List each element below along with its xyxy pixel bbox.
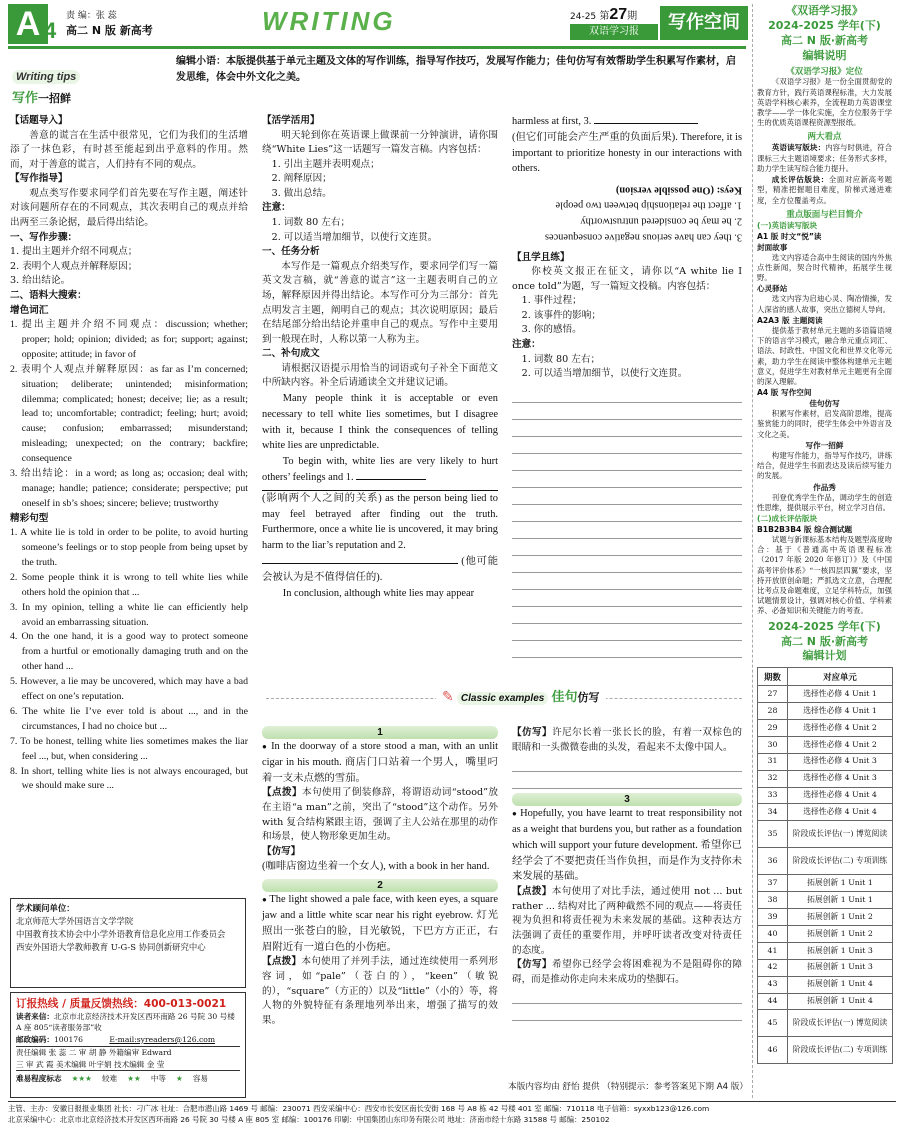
example-2-note: 本句使用了并列手法，通过连续使用一系列形容词，如“pale”（苍白的），“keen”（敏锐的），“square”（方正的）以及“little”（小的）等，将人物的外貌特征有条理地列举出来，增强了描写的效果。 [262, 956, 498, 1026]
sentence-pattern: 6. The white lie I’ve ever told is about ..., and in the circumstances, I had no choice but ... [10, 705, 248, 732]
step-item: 3. 给出结论。 [10, 275, 71, 287]
plan-row [758, 804, 893, 821]
plan-issue: 28 [758, 703, 788, 720]
header-rule [8, 46, 746, 49]
try-note-heading: 注意： [512, 338, 541, 350]
plan-issue: 32 [758, 770, 788, 787]
plan-unit: 选择性必修 4 Unit 2 [788, 720, 893, 737]
classic-column-right [512, 726, 742, 1021]
plan-issue: 46 [758, 1037, 788, 1064]
essay-paragraph-3: In conclusion, although white lies may appear [282, 587, 475, 599]
paper-name: 双语学习报 [570, 24, 658, 40]
task-text: 明天轮到你在英语课上做课前一分钟演讲，请你围绕“White Lies”这一话题写一篇发言稿。内容包括： [262, 129, 498, 156]
difficulty-label: 难易程度标志 [16, 1073, 62, 1083]
plan-unit: 阶段成长评估(一) 博览阅读 [788, 821, 893, 848]
a4-heading-3: 作品秀 [813, 482, 836, 492]
difficulty-hard-icon: ★★★ [71, 1073, 92, 1083]
intro-text: 善意的谎言在生活中很常见，它们为我们的生活增添了一抹色彩，有时甚至能起到出乎意料的作用。然而，对于善意的谎言，人们持有不同的观点。 [10, 129, 248, 170]
practice-line[interactable] [512, 1004, 742, 1021]
classic-examples-banner [266, 686, 742, 712]
plan-unit: 拓展创新 1 Unit 1 [788, 875, 893, 892]
sidebar-title-3: 高二 N 版·新高考 [780, 33, 869, 47]
plan-unit: 选择性必修 4 Unit 1 [788, 686, 893, 703]
page-letter: A [8, 4, 48, 44]
advisor-unit: 西安外国语大学教师教育 U-G-S 协同创新研究中心 [16, 942, 206, 953]
b-label: B1B2B3B4 版 综合测试题 [757, 524, 853, 534]
plan-unit: 阶段成长评估(二) 专项训练 [788, 1037, 893, 1064]
essay-paragraph-2c: (他可能会被认为是不值得信任的). [262, 556, 498, 583]
plan-unit: 拓展创新 1 Unit 1 [788, 892, 893, 909]
plan-row [758, 875, 893, 892]
essay-paragraph-2b: (影响两个人之间的关系) as the person being lied to may feel betrayed after finding out the truth. Furthermore, once a white lie is uncovered, it may bring harm to the liar’s reputation and 2. [262, 490, 498, 554]
plan-issue: 30 [758, 736, 788, 753]
plan-issue: 43 [758, 976, 788, 993]
example-2-note-heading: 【点拨】 [262, 956, 302, 968]
plan-issue: 27 [758, 686, 788, 703]
editorial-sidebar [752, 4, 896, 1098]
plan-issue: 44 [758, 993, 788, 1010]
plan-header-issue: 期数 [758, 668, 788, 686]
sentence-pattern: 8. In short, telling white lies is not always encouraged, but we should make sure ... [10, 765, 248, 792]
try-item: 3. 你的感悟。 [521, 324, 582, 336]
plan-header-unit: 对应单元 [788, 668, 893, 686]
a4-text-3: 刊登优秀学生作品，调动学生的创造性思维，提供展示平台，树立学习自信。 [757, 492, 892, 512]
word-list: 1. 提出主题并介绍不同观点：discussion; whether; proper; hold; opinion; divided; as for; support; against; opposite; attitude; in favor of [10, 319, 248, 360]
zip-label: 邮政编码： [16, 1034, 54, 1044]
keys-heading: Keys: (One possible version) [615, 184, 742, 196]
difficulty-easy: 容易 [192, 1073, 208, 1083]
try-item: 2. 该事件的影响； [521, 309, 601, 321]
difficulty-hard: 较难 [102, 1073, 118, 1083]
answer-keys-upside-down [512, 181, 742, 244]
classic-examples-cn-suffix: 仿写 [577, 691, 600, 704]
a1-sub-label: 封面故事 [757, 242, 788, 252]
plan-row [758, 993, 893, 1010]
writing-banner: WRITING [262, 6, 396, 36]
issue-number: 27 [609, 6, 628, 23]
difficulty-medium: 中等 [150, 1073, 166, 1083]
edit-plan-table [757, 667, 893, 1064]
editor-line: 责 编：张 蕊 [66, 11, 117, 21]
blank-2[interactable] [262, 563, 458, 564]
section-title: 写作空间 [660, 6, 748, 40]
plan-row [758, 686, 893, 703]
plan-unit: 选择性必修 4 Unit 2 [788, 736, 893, 753]
essay-continue: harmless at first, 3. [512, 116, 592, 127]
section-2-label: (二)成长评估版块 [757, 513, 818, 523]
writing-lines[interactable] [512, 386, 742, 658]
plan-row [758, 848, 893, 875]
plan-issue: 38 [758, 892, 788, 909]
example-3-practice: 希望你已经学会将困难视为不是阻碍你的障碍，而是推动你走向未来成功的垫脚石。 [512, 959, 743, 985]
try-note-item: 2. 可以适当增加细节，以使行文连贯。 [521, 368, 688, 380]
positioning-heading: 《双语学习报》定位 [786, 67, 863, 78]
plan-unit: 选择性必修 4 Unit 3 [788, 770, 893, 787]
example-1-practice: (咖啡店窗边坐着一个女人), with a book in her hand. [262, 861, 490, 873]
plan-issue: 40 [758, 926, 788, 943]
try-note-item: 1. 词数 80 左右； [521, 353, 601, 365]
features-heading: 两大看点 [807, 132, 842, 143]
a23-label: A2A3 版 主题阅读 [757, 315, 823, 325]
plan-row [758, 787, 893, 804]
advisors-title: 学术顾问单位： [16, 903, 75, 913]
plan-unit: 选择性必修 4 Unit 4 [788, 787, 893, 804]
intro-heading: 【话题导入】 [10, 115, 68, 126]
task-item: 2. 阐释原因； [271, 173, 332, 185]
hotline-number: 订报热线 / 质量反馈热线：400-013-0021 [16, 998, 227, 1010]
example-3-note-heading: 【点拨】 [512, 886, 552, 898]
editor-note: 编辑小语：本版提供基于单元主题及文体的写作训练，指导写作技巧，发展写作能力；佳句仿写有效帮助学生积累写作素材，启发思维，体会中外文化之美。 [176, 56, 736, 83]
example-number-1: 1 [262, 726, 498, 739]
footer [8, 1101, 896, 1126]
issue-suffix: 期 [627, 11, 638, 22]
staff-line: 三 审 武 霞 美术编辑 叶宇娟 技术编辑 金 莹 [16, 1059, 165, 1069]
reader-label: 读者来信： [16, 1012, 54, 1021]
sidebar-title-2: 2024-2025 学年(下) [768, 18, 881, 32]
sentence-pattern: 5. However, a lie may be uncovered, which may have a bad effect on one’s reputation. [10, 676, 248, 703]
corpus-heading: 二、语料大搜索： [10, 289, 87, 301]
plan-title-2: 高二 N 版·新高考 [780, 634, 869, 648]
plan-body [758, 686, 893, 1064]
sentence-pattern: 1. A white lie is told in order to be polite, to avoid hurting someone’s feelings or to stop people from being upset by the truth. [10, 527, 248, 569]
content-provider: 本版内容均由 舒怡 提供 （特别提示：参考答案见下期 A4 版） [508, 1082, 748, 1092]
plan-issue: 39 [758, 909, 788, 926]
task-item: 1. 引出主题并表明观点； [271, 158, 380, 170]
practice-line[interactable] [512, 755, 742, 772]
plan-row [758, 736, 893, 753]
practice-line[interactable] [512, 772, 742, 789]
a1-label: A1 版 时文“悦”读 [757, 231, 822, 241]
feature-1-label: 英语读写版块： [771, 143, 826, 153]
plan-unit: 拓展创新 1 Unit 3 [788, 959, 893, 976]
hotline-box [10, 992, 246, 1098]
feature-2-label: 成长评估版块： [771, 175, 829, 185]
example-2-practice-heading: 【仿写】 [512, 727, 553, 738]
step-item: 1. 提出主题并介绍不同观点； [10, 246, 138, 258]
analysis-text: 本写作是一篇观点介绍类写作，要求同学们写一篇英文发言稿，就“善意的谎言”这一主题表明自己的立场，解释原因并得出结论。本写作可分为三部分：首先点明发言主题，阐明自己的观点；其次说明原因；最后在结尾部分给出结论并重申自己的观点。写作中主要用到一般现在时，人称以第一人称为主。 [262, 260, 498, 345]
note-item: 2. 可以适当增加细节，以使行文连贯。 [271, 231, 438, 243]
plan-row [758, 753, 893, 770]
writing-tips-banner [12, 70, 122, 106]
plan-unit: 拓展创新 1 Unit 2 [788, 926, 893, 943]
classic-examples-en: Classic examples [457, 692, 548, 705]
plan-issue: 34 [758, 804, 788, 821]
sentences-heading: 精彩句型 [10, 512, 49, 524]
try-item: 1. 事件过程； [521, 295, 582, 307]
writing-tips-en: Writing tips [12, 70, 80, 84]
feature-1-text: 内容与时俱进，符合课标三大主题语境要求；任务形式多样，助力学生读写综合能力提升。 [757, 143, 892, 173]
analysis-heading: 一、任务分析 [262, 246, 320, 258]
section-1-label: (一)英语读写版块 [757, 220, 818, 230]
steps-heading: 一、写作步骤： [10, 231, 78, 243]
plan-row [758, 1010, 893, 1037]
plan-row [758, 1037, 893, 1064]
plan-unit: 选择性必修 4 Unit 4 [788, 804, 893, 821]
plan-unit: 拓展创新 1 Unit 4 [788, 976, 893, 993]
sentence-pattern: 3. In my opinion, telling a white lie can efficiently help avoid an embarrassing situation. [10, 601, 248, 628]
plan-row [758, 942, 893, 959]
issue-block [570, 6, 637, 24]
guide-text: 观点类写作要求同学们首先要在写作主题，阐述针对该问题所存在的不同观点，其次表明自己的观点并给出两至三条论据，最后得出结论。 [10, 187, 248, 229]
plan-title-3: 编辑计划 [802, 649, 847, 663]
sidebar-title-4: 编辑说明 [802, 48, 847, 62]
key-item: 1. affect the relationship between two people [555, 199, 742, 211]
plan-unit: 选择性必修 4 Unit 3 [788, 753, 893, 770]
plan-issue: 37 [758, 875, 788, 892]
writing-tips-cn: 写作一招鲜 [12, 90, 72, 106]
plan-row [758, 892, 893, 909]
guide-heading: 【写作指导】 [10, 173, 68, 185]
plan-issue: 42 [758, 959, 788, 976]
b-text: 试题与新课标基本结构及题型高度吻合：基于《普通高中英语课程标准（2017 年版 2020 年修订）》及《中国高考评价体系》“一核四层四翼”要求，坚持开放原创命题；严抓选文立意，合理配比考点及命题难度，立足学科特点，加强试题情景设计，强调对核心价值、学科素养、必备知识和关键能力的考查。 [757, 534, 892, 616]
plan-row [758, 909, 893, 926]
plan-row [758, 703, 893, 720]
essay-continue-cn: (但它们可能会产生严重的负面后果). Therefore, it is important to prioritize honesty in our interactions with others. [512, 131, 742, 175]
plan-row [758, 770, 893, 787]
task-item: 3. 做出总结。 [271, 187, 332, 199]
staff-line: 责任编辑 张 蕊 二 审 胡 静 外籍编审 Edward [16, 1046, 240, 1058]
positioning-text: 《双语学习报》是一份全面贯彻党的教育方针，践行英语课程标准，大力发展英语学科核心素养，全流程助力英语课堂教学——学一体化实施，全方位服务于学生的优质英语课程资源型报纸。 [757, 77, 892, 128]
task-heading: 【活学活用】 [262, 115, 320, 126]
plan-unit: 选择性必修 4 Unit 1 [788, 703, 893, 720]
example-3-practice-heading: 【仿写】 [512, 959, 553, 971]
example-3-note: 本句使用了对比手法，通过使用 not ... but rather ... 结构对比了两种截然不同的观点——将责任视为负担和将责任视为未来发展的基础。这种表达方法强调了责任的重要作用，并呼吁读者改变对待责任的态度。 [512, 886, 742, 956]
plan-issue: 41 [758, 942, 788, 959]
example-1-note: 本句使用了倒装修辞，将谓语动词“stood”放在主语“a man”之前，突出了“stood”这个动作。另外 with 复合结构紧跟主语，强调了主人公站在那里的动作和场景，使人物形象更加生动。 [262, 787, 499, 843]
plan-row [758, 976, 893, 993]
essay-paragraph-2a: To begin with, white lies are very likely to hurt others’ feelings and 1. [262, 456, 498, 484]
feature-2-text: 全面对应新高考题型，精准把握题目难度，阶梯式递进难度，全方位覆盖考点。 [757, 175, 892, 205]
a4-text-2: 构建写作能力，指导写作技巧，讲练结合，促进学生书面表达及读后续写能力的发展。 [757, 450, 892, 481]
column-2 [262, 114, 498, 602]
complete-heading: 二、补句成文 [262, 348, 320, 360]
example-2-practice: 许尼尔长着一张长长的脸，有着一双棕色的眼睛和一头微微卷曲的头发，看起来不太像中国人。 [512, 727, 743, 753]
column-3 [512, 114, 742, 658]
sentence-pattern: 7. To be honest, telling white lies sometimes makes the liar feel ..., but, when considering ... [10, 735, 248, 762]
word-list: 3. 给出结论：in a word; as long as; occasion; deal with; manage; handle; patience; considerate; perspective; put oneself in sb’s shoes; sincere; believe; trustworthy [10, 468, 248, 509]
example-1-practice-heading: 【仿写】 [262, 845, 301, 857]
zip-code: 100176 [53, 1034, 83, 1044]
plan-row [758, 720, 893, 737]
essay-paragraph-1: Many people think it is acceptable or even necessary to tell white lies sometimes, but I disagree with it, because I think the consequences of telling white lies are unpredictable. [262, 392, 498, 452]
school-year: 24-25 [570, 12, 597, 22]
sentence-pattern: 2. Some people think it is wrong to tell white lies while others hold the opinion that ... [10, 571, 248, 598]
a4-label: A4 版 写作空间 [757, 388, 812, 398]
academic-advisors-box [10, 898, 246, 988]
difficulty-medium-icon: ★★ [127, 1073, 141, 1083]
page-number: 4 [44, 18, 57, 43]
a4-heading-2: 写作一招鲜 [805, 440, 844, 450]
words-heading: 增色词汇 [10, 304, 49, 316]
issue-prefix: 第 [599, 11, 610, 22]
plan-issue: 33 [758, 787, 788, 804]
plan-title-1: 2024-2025 学年(下) [768, 619, 881, 633]
practice-line[interactable] [512, 987, 742, 1004]
a4-heading-1: 佳句仿写 [809, 399, 840, 409]
advisor-unit: 中国教育技术协会中小学外语教育信息化应用工作委员会 [16, 929, 226, 940]
plan-issue: 29 [758, 720, 788, 737]
example-2: ● The light showed a pale face, with keen eyes, a square jaw and a little white scar near his right eyebrow. 灯光照出一张苍白的脸，目光敏锐，下巴方方正正，右眉附近有一道白色的小伤疤。 [262, 892, 498, 955]
focus-heading: 重点版面与栏目简介 [786, 209, 863, 220]
advisor-unit: 北京师范大学外国语言文学学院 [16, 916, 134, 927]
footer-line-1: 主管、主办：安徽日报报业集团 社长：刁广冰 社址：合肥市潜山路 1469 号 邮编：230071 西安采编中心：西安市长安区南长安街 168 号 A8 栋 42 号楼 401 室 邮编：710118 电子信箱：syxxb123@126.com [8, 1104, 710, 1113]
difficulty-row [16, 1070, 240, 1084]
word-list: 2. 表明个人观点并解释原因：as far as I’m concerned; situation; deliberate; unintended; misinformation; dilemma; complicated; honest; deceive; lie; as a result; lead to; uncomfortable; contradict; feeling; hurt; avoid; cause; confusion; embarrassed; misunderstand; misleading; unexpected; on the contrary; backfire; consequence [10, 363, 248, 465]
key-item: 2. he may be considered untrustworthy [580, 215, 742, 227]
plan-unit: 拓展创新 1 Unit 3 [788, 942, 893, 959]
try-text: 你校英文报正在征文，请你以“A white lie I once told”为题，写一篇短文投稿。内容包括： [512, 266, 742, 292]
a1-text-2: 选文内容为启迪心灵、陶冶情操，发人深省的感人故事，突出立德树人导向。 [757, 294, 892, 314]
plan-issue: 35 [758, 821, 788, 848]
try-heading: 【且学且练】 [512, 251, 570, 263]
plan-unit: 拓展创新 1 Unit 2 [788, 909, 893, 926]
plan-row [758, 821, 893, 848]
edition-label: 高二 N 版 新高考 [66, 24, 153, 37]
a23-text: 提供基于教材单元主题的多语篇语境下的语言学习模式，融合单元重点词汇、语法、时政性、中国文化和世界文化等元素，助力学生在阅读中整体构建单元主题意义，促进学生对教材单元主题更有全面的深入理解。 [757, 325, 892, 386]
sentence-pattern: 4. On the one hand, it is a good way to protect someone from a hurtful or emotionally damaging truth and on the other hand ... [10, 631, 248, 673]
reader-address: 北京市北京经济技术开发区西环南路 26 号院 30 号楼 A 座 805“读者服务部”收 [16, 1012, 235, 1033]
classic-examples-cn: 佳句 [551, 690, 578, 705]
example-number-2: 2 [262, 879, 498, 892]
difficulty-easy-icon: ★ [176, 1073, 183, 1083]
example-1: ● In the doorway of a store stood a man, with an unlit cigar in his mouth. 商店门口站着一个男人，嘴里叼着一支未点燃的雪茄。 [262, 739, 498, 786]
pen-icon: ✎ [442, 689, 454, 705]
example-3: ● Hopefully, you have learnt to treat responsibility not as a weight that burdens you, but rather as a foundation which will support your future development. 希望你已经学会了不要把责任当作负担，而是作为支持你未来发展的基础。 [512, 806, 742, 885]
note-heading: 注意： [262, 202, 291, 214]
plan-issue: 36 [758, 848, 788, 875]
blank-1[interactable] [356, 479, 426, 480]
a1-text: 选文内容适合高中生阅读的国内外焦点性新闻，契合时代精神，拓展学生视野。 [757, 252, 892, 283]
blank-3[interactable] [594, 123, 698, 124]
key-item: 3. they can have serious negative consequences [544, 231, 742, 243]
plan-issue: 31 [758, 753, 788, 770]
email-link[interactable]: E-mail:syreaders@126.com [109, 1034, 216, 1044]
a1-sub-label-2: 心灵驿站 [757, 284, 788, 294]
example-1-note-heading: 【点拨】 [262, 787, 302, 799]
step-item: 2. 表明个人观点并解释原因； [10, 260, 138, 272]
complete-instruction: 请根据汉语提示用恰当的词语或句子补全下面范文中所缺内容。补全后请通读全文并建议记诵。 [262, 362, 498, 389]
plan-row [758, 926, 893, 943]
plan-unit: 拓展创新 1 Unit 4 [788, 993, 893, 1010]
plan-issue: 45 [758, 1010, 788, 1037]
sidebar-title-1: 《双语学习报》 [786, 4, 863, 17]
classic-column-left [262, 726, 498, 1028]
note-item: 1. 词数 80 左右； [271, 217, 351, 229]
plan-row [758, 959, 893, 976]
plan-unit: 阶段成长评估(一) 博览阅读 [788, 1010, 893, 1037]
footer-line-2: 北京采编中心：北京市北京经济技术开发区西环南路 26 号院 30 号楼 A 座 805 室 邮编：100176 印刷：中国集团山东印务有限公司 地址：济南市经十东路 31588 号 邮编：250102 [8, 1115, 610, 1125]
example-number-3: 3 [512, 793, 742, 806]
a4-text-1: 积累写作素材，启发高阶思维，提高鉴赏能力的同时，使学生体会中外语言及文化之美。 [757, 409, 892, 439]
plan-unit: 阶段成长评估(二) 专项训练 [788, 848, 893, 875]
column-1 [10, 114, 248, 794]
